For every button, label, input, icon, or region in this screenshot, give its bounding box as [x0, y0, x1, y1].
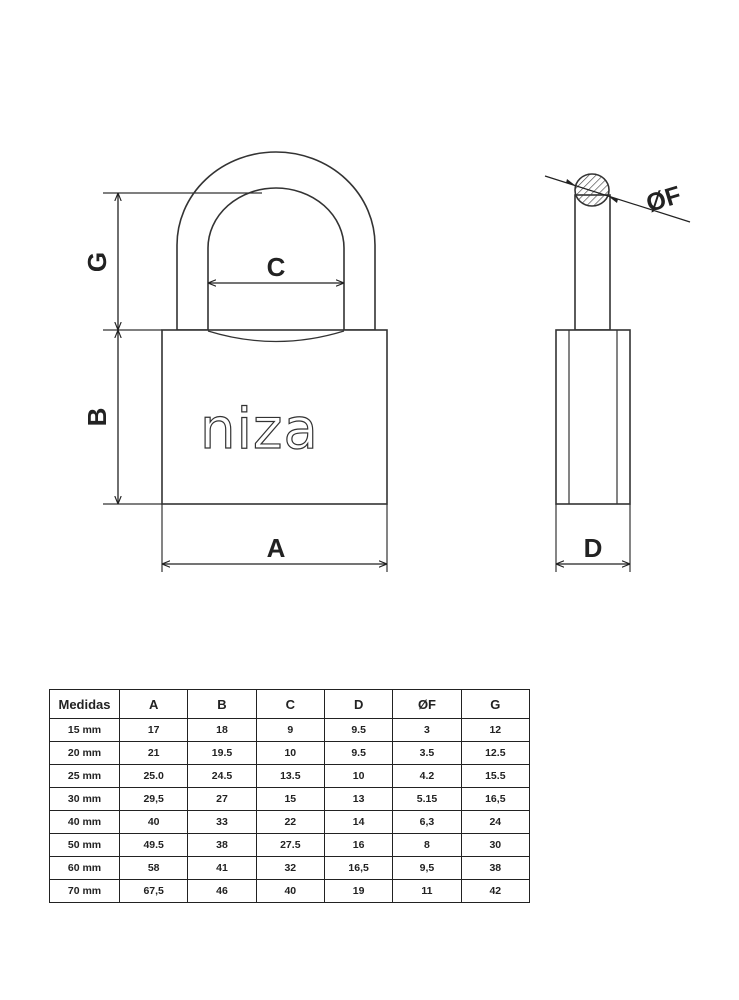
- table-cell: 16,5: [461, 788, 529, 811]
- table-row: [50, 857, 530, 880]
- table-cell: 24.5: [188, 765, 256, 788]
- table-cell: 25.0: [120, 765, 188, 788]
- table-cell: 50 mm: [50, 834, 120, 857]
- table-cell: 33: [188, 811, 256, 834]
- table-cell: 16: [324, 834, 392, 857]
- table-header-cell: D: [324, 690, 392, 719]
- table-cell: 58: [120, 857, 188, 880]
- table-cell: 8: [393, 834, 461, 857]
- table-cell: 9.5: [324, 719, 392, 742]
- table-cell: 30 mm: [50, 788, 120, 811]
- table-header-cell: ØF: [393, 690, 461, 719]
- table-cell: 25 mm: [50, 765, 120, 788]
- table-header-cell: G: [461, 690, 529, 719]
- table-row: [50, 788, 530, 811]
- table-cell: 70 mm: [50, 880, 120, 903]
- table-cell: 40: [256, 880, 324, 903]
- table-cell: 3: [393, 719, 461, 742]
- table-header-cell: A: [120, 690, 188, 719]
- table-row: [50, 880, 530, 903]
- dimension-label-a: A: [266, 533, 286, 563]
- side-shackle: [575, 195, 610, 330]
- table-cell: 4.2: [393, 765, 461, 788]
- table-cell: 30: [461, 834, 529, 857]
- table-row: [50, 811, 530, 834]
- table-cell: 20 mm: [50, 742, 120, 765]
- front-view: [82, 152, 387, 572]
- table-body: [50, 719, 530, 903]
- table-cell: 38: [188, 834, 256, 857]
- table-header-cell: C: [256, 690, 324, 719]
- table-cell: 41: [188, 857, 256, 880]
- table-row: [50, 834, 530, 857]
- table-cell: 46: [188, 880, 256, 903]
- table-cell: 40: [120, 811, 188, 834]
- dimension-label-f: ØF: [642, 180, 685, 218]
- table-cell: 13: [324, 788, 392, 811]
- table-cell: 9.5: [324, 742, 392, 765]
- table-row: [50, 742, 530, 765]
- dimension-label-b: B: [82, 407, 112, 427]
- table-cell: 27.5: [256, 834, 324, 857]
- table-cell: 27: [188, 788, 256, 811]
- table-cell: 14: [324, 811, 392, 834]
- brand-logo: niza: [200, 397, 319, 462]
- table-cell: 17: [120, 719, 188, 742]
- side-body: [556, 330, 630, 504]
- table-cell: 24: [461, 811, 529, 834]
- table-cell: 32: [256, 857, 324, 880]
- table-cell: 60 mm: [50, 857, 120, 880]
- table-cell: 38: [461, 857, 529, 880]
- table-cell: 15: [256, 788, 324, 811]
- table-cell: 67,5: [120, 880, 188, 903]
- table-cell: 9: [256, 719, 324, 742]
- dimensions-table: [49, 689, 530, 903]
- table-cell: 10: [256, 742, 324, 765]
- table-cell: 29,5: [120, 788, 188, 811]
- table-cell: 42: [461, 880, 529, 903]
- side-view: [545, 174, 690, 572]
- table-cell: 18: [188, 719, 256, 742]
- dimension-label-g: G: [82, 251, 112, 273]
- table-cell: 12: [461, 719, 529, 742]
- table-cell: 11: [393, 880, 461, 903]
- table-cell: 9,5: [393, 857, 461, 880]
- shackle: [177, 152, 375, 330]
- table-cell: 15 mm: [50, 719, 120, 742]
- dimension-label-c: C: [266, 252, 286, 282]
- table-cell: 22: [256, 811, 324, 834]
- table-cell: 13.5: [256, 765, 324, 788]
- table-header-row: [50, 690, 530, 719]
- table-cell: 16,5: [324, 857, 392, 880]
- table-row: [50, 765, 530, 788]
- shackle-cross-section: [575, 174, 609, 206]
- table-cell: 12.5: [461, 742, 529, 765]
- table-cell: 10: [324, 765, 392, 788]
- table-cell: 49.5: [120, 834, 188, 857]
- table-cell: 6,3: [393, 811, 461, 834]
- table-cell: 40 mm: [50, 811, 120, 834]
- table-cell: 5.15: [393, 788, 461, 811]
- table-cell: 15.5: [461, 765, 529, 788]
- table-cell: 3.5: [393, 742, 461, 765]
- table-cell: 21: [120, 742, 188, 765]
- table-cell: 19: [324, 880, 392, 903]
- dimension-label-d: D: [583, 533, 603, 563]
- table-row: [50, 719, 530, 742]
- table-cell: 19.5: [188, 742, 256, 765]
- table-header-cell: B: [188, 690, 256, 719]
- table-header-cell: Medidas: [50, 690, 120, 719]
